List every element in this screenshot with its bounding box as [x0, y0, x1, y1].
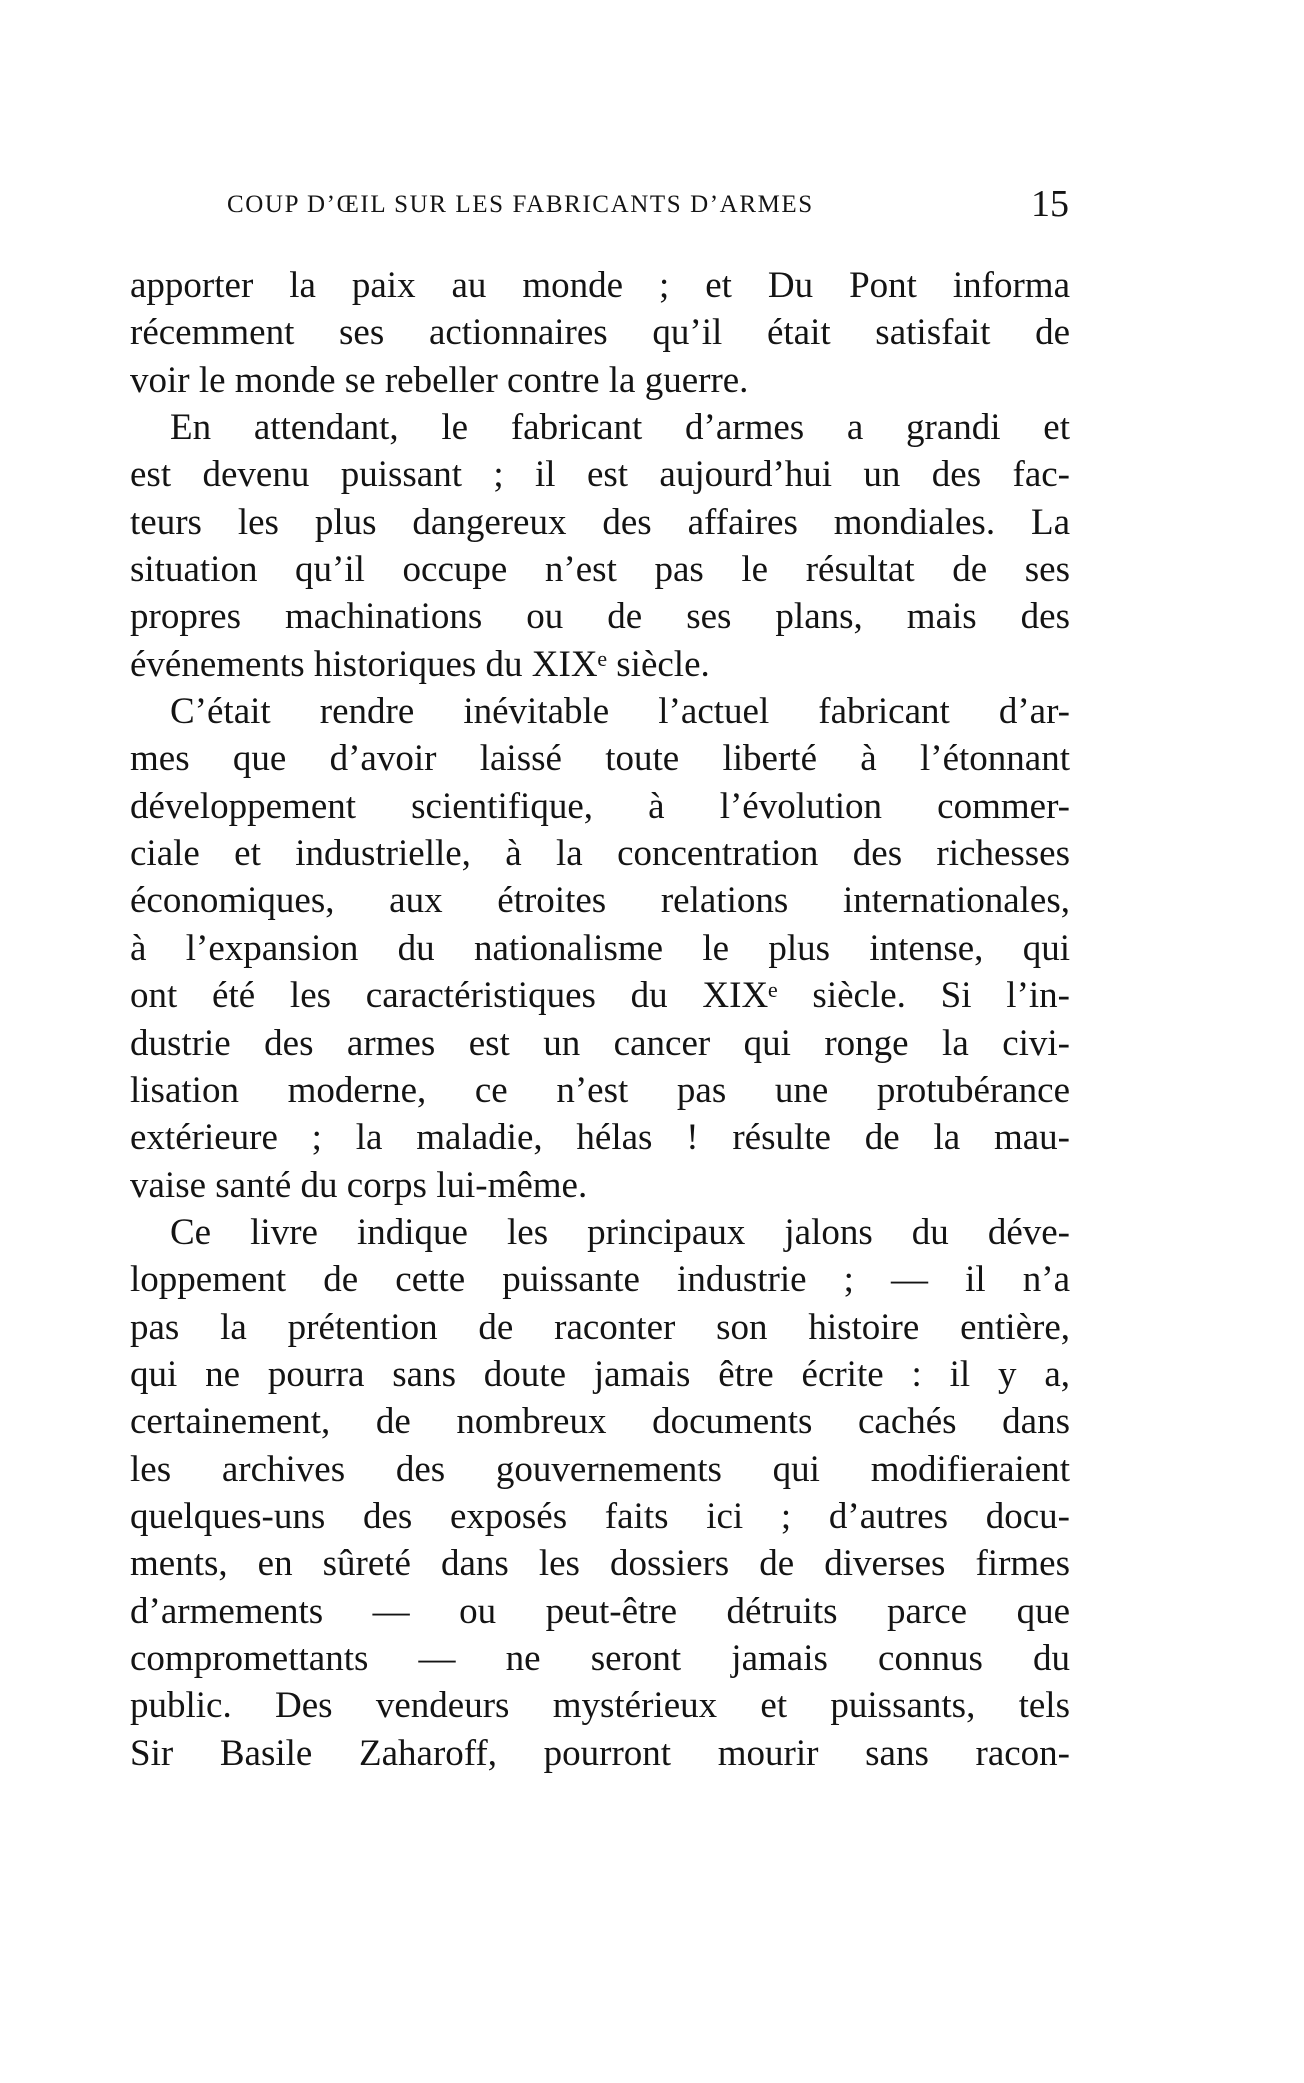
text-line: développement scientifique, à l’évolution commer-	[130, 785, 1070, 827]
text-line: apporter la paix au monde ; et Du Pont informa	[130, 265, 1070, 306]
text-line: récemment ses actionnaires qu’il était satisfait de	[130, 312, 1070, 354]
text-line: mes que d’avoir laissé toute liberté à l’étonnant	[130, 738, 1070, 780]
running-title: COUP D’ŒIL SUR LES FABRICANTS D’ARMES	[227, 191, 814, 218]
text-line: à l’expansion du nationalisme le plus intense, qui	[130, 927, 1070, 969]
text-line: quelques-uns des exposés faits ici ; d’autres docu-	[130, 1495, 1070, 1537]
page-header	[130, 182, 1072, 230]
paragraph-start-line: En attendant, le fabricant d’armes a grandi et	[170, 407, 1070, 449]
text-line: compromettants — ne seront jamais connus du	[130, 1637, 1070, 1679]
body-text	[130, 262, 1070, 1777]
text-line: économiques, aux étroites relations internationales,	[130, 880, 1070, 922]
text-line: qui ne pourra sans doute jamais être écrite : il y a,	[130, 1353, 1070, 1395]
text-line: d’armements — ou peut-être détruits parce que	[130, 1590, 1070, 1632]
text-line: voir le monde se rebeller contre la guerre.	[130, 359, 749, 401]
paragraph-start-line: C’était rendre inévitable l’actuel fabricant d’ar-	[170, 691, 1070, 733]
paragraph-start-line: Ce livre indique les principaux jalons du déve-	[170, 1211, 1070, 1253]
text-line: public. Des vendeurs mystérieux et puissants, tels	[130, 1685, 1070, 1727]
text-line: teurs les plus dangereux des affaires mondiales. La	[130, 501, 1070, 543]
text-line: extérieure ; la maladie, hélas ! résulte de la mau-	[130, 1117, 1070, 1159]
text-line: loppement de cette puissante industrie ; — il n’a	[130, 1259, 1070, 1301]
text-line: certainement, de nombreux documents cachés dans	[130, 1401, 1070, 1443]
text-line: ciale et industrielle, à la concentration des richesses	[130, 833, 1070, 875]
text-line: est devenu puissant ; il est aujourd’hui un des fac-	[130, 454, 1070, 496]
text-line: ont été les caractéristiques du XIXᵉ siècle. Si l’in-	[130, 975, 1070, 1017]
text-line: vaise santé du corps lui-même.	[130, 1164, 588, 1206]
page-number: 15	[1031, 183, 1069, 225]
text-line: ments, en sûreté dans les dossiers de diverses firmes	[130, 1543, 1070, 1585]
text-line: événements historiques du XIXᵉ siècle.	[130, 643, 710, 685]
text-line: situation qu’il occupe n’est pas le résultat de ses	[130, 549, 1070, 591]
text-line: lisation moderne, ce n’est pas une protubérance	[130, 1069, 1070, 1111]
text-line: pas la prétention de raconter son histoire entière,	[130, 1306, 1070, 1348]
text-line: propres machinations ou de ses plans, mais des	[130, 596, 1070, 638]
text-line: Sir Basile Zaharoff, pourront mourir sans racon-	[130, 1732, 1070, 1774]
text-line: dustrie des armes est un cancer qui ronge la civi-	[130, 1022, 1070, 1064]
text-line: les archives des gouvernements qui modifieraient	[130, 1448, 1070, 1490]
